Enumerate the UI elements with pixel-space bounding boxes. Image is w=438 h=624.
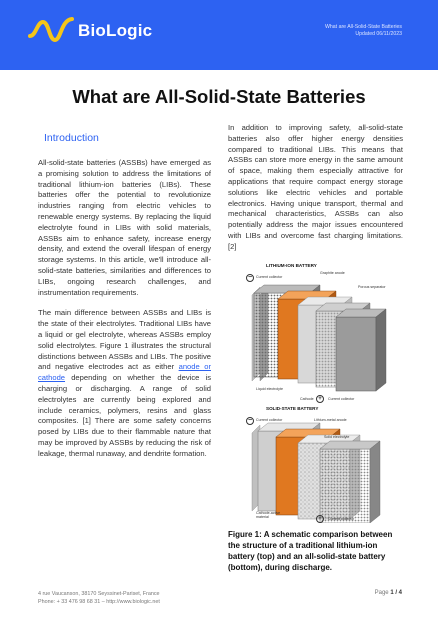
doc-title-small: What are All-Solid-State Batteries <box>325 24 402 30</box>
brand-name: BioLogic <box>78 21 153 40</box>
footer-address <box>38 590 160 606</box>
lithium-metal-anode-label: Lithium-metal anode <box>314 417 347 422</box>
cathode-label: Cathode <box>300 396 314 401</box>
anode-cathode-link[interactable]: anode or cathode <box>38 362 211 383</box>
positive-terminal-icon: + <box>316 395 324 403</box>
solid-electrolyte-label: Solid electrolyte <box>324 434 350 439</box>
liquid-electrolyte-label: Liquid electrolyte <box>256 386 283 391</box>
page-number: 1 / 4 <box>390 590 402 596</box>
lib-title: LITHIUM-ION BATTERY <box>266 262 317 268</box>
footer-address-line: 4 rue Vaucanson, 38170 Seyssinet-Pariset, France <box>38 591 160 597</box>
header-meta <box>325 24 402 38</box>
negative-terminal-icon: − <box>247 273 253 281</box>
biologic-wave-icon <box>28 16 74 46</box>
ssb-negative-terminal-icon: − <box>247 416 253 424</box>
section-heading-introduction: Introduction <box>44 132 99 144</box>
intro-paragraph-1: All-solid-state batteries (ASSBs) have emerged as a promising solution to address the limitations of traditional lithium-ion batteries (LIBs). These batteries offer the potential to revolutionize industries ranging from electric vehicles to renewable energy systems. By replacing the liquid electrolyte found in LIBs with solid materials, ASSBs aim to enhance safety, increase energy density, and extend the overall lifespan of energy storage systems. In this article, we'll introduce all-solid-state batteries, similarities and differences to LIBs, ongoing research challenges, and instrumentation requirements. <box>38 158 211 297</box>
doc-updated-date: Updated 06/11/2023 <box>355 31 402 37</box>
cathode-active-material-label: Cathode-active material <box>256 510 281 519</box>
footer-contact-line: Phone: + 33 476 98 68 31 – http://www.biologic.net <box>38 599 160 605</box>
ssb-current-collector-top-label: Current collector <box>256 417 283 422</box>
left-column <box>38 132 211 460</box>
paragraph-2-text-a: The main difference between ASSBs and LIBs is the state of their electrolytes. Traditional LIBs have a liquid or gel electrolyte, whereas ASSBs employ solid electrolytes. Figure 1 illustrates the structural distinctions between ASSBs and LIBs. The positive and negative electrodes act as either <box>38 308 211 372</box>
right-column <box>228 123 403 573</box>
intro-paragraph-2 <box>38 308 211 459</box>
page-indicator <box>375 590 402 596</box>
page-label: Page <box>374 590 391 596</box>
ssb-positive-terminal-icon: + <box>316 515 324 523</box>
figure-1-caption: Figure 1: A schematic comparison between the structure of a traditional lithium-ion battery (top) and an all-solid-state battery (bottom), during discharge. <box>228 529 393 572</box>
solid-state-battery-diagram <box>228 413 403 523</box>
porous-separator-label: Porous separator <box>358 284 386 289</box>
ssb-title: SOLID-STATE BATTERY <box>266 405 319 411</box>
safety-paragraph: In addition to improving safety, all-solid-state batteries also offer higher energy densities compared to traditional LIBs. This means that ASSBs can store more energy in the same amount of space, making them especially attractive for applications that require compact energy storage solutions like electric vehicles and portable electronics. Having unique transport, thermal and mechanical characteristics, ASSBs can also potentially address the major issues encountered with LIBs and overcome fast charging limitations. [2] <box>228 123 403 251</box>
ssb-current-collector-bottom-label: Current collector <box>328 516 355 521</box>
page-title: What are All-Solid-State Batteries <box>72 86 366 107</box>
lib-current-collector-bottom-label: Current collector <box>328 396 355 401</box>
battery-schematic-figure <box>228 261 403 525</box>
lib-current-collector-top-label: Current collector <box>256 274 283 279</box>
paragraph-2-text-b: depending on whether the device is charging or discharging. A range of solid electrolytes are currently being explored and include ceramics, polymers, resins and glass composites. [1] There are some safety concerns posed by LIBs due to their flammable nature that may be improved by ASSBs by reducing the risk of leakage, thermal runaway, and dendrite formation. <box>38 373 211 458</box>
biologic-logo[interactable] <box>28 16 152 46</box>
header-banner <box>0 0 438 70</box>
graphite-anode-label: Graphite anode <box>320 270 345 275</box>
